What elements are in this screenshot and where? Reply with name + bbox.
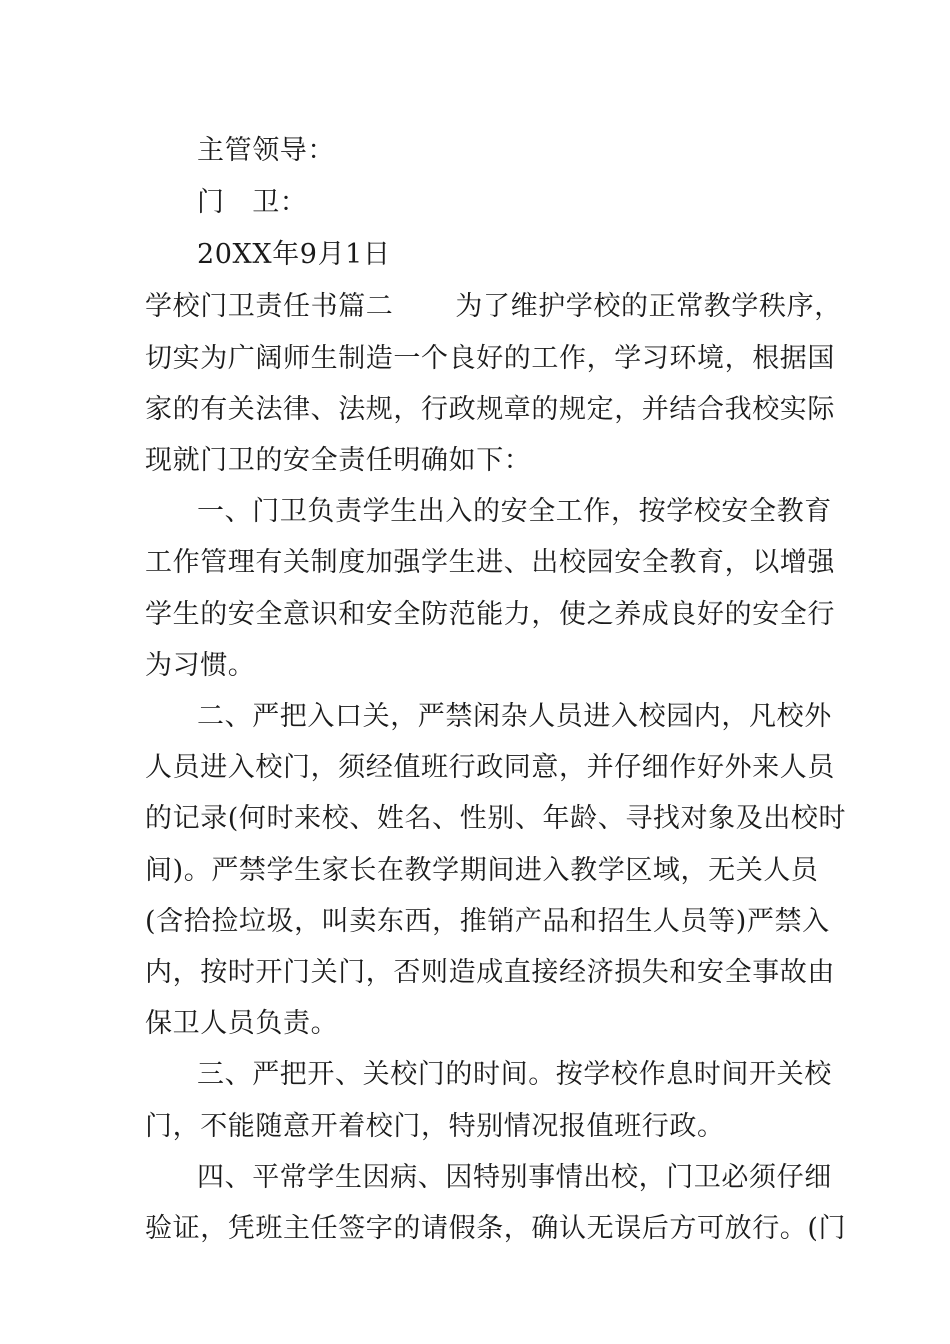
body-line: 家的有关法律、法规，行政规章的规定，并结合我校实际 bbox=[145, 394, 835, 425]
clause-2-line: 二、严把入口关，严禁闲杂人员进入校园内，凡校外 bbox=[197, 701, 832, 732]
body-line: 现就门卫的安全责任明确如下： bbox=[145, 445, 532, 476]
signature-date: 20XX年9月1日 bbox=[197, 239, 391, 270]
body-line: 验证，凭班主任签字的请假条，确认无误后方可放行。(门 bbox=[145, 1213, 847, 1244]
body-line: (含拾捡垃圾，叫卖东西，推销产品和招生人员等)严禁入 bbox=[145, 906, 830, 937]
intro-text: 为了维护学校的正常教学秩序， bbox=[455, 291, 842, 322]
body-line: 为习惯。 bbox=[145, 650, 256, 681]
body-line: 门，不能随意开着校门，特别情况报值班行政。 bbox=[145, 1111, 725, 1142]
supervisor-signature-line: 主管领导： bbox=[197, 135, 335, 166]
clause-1-line: 一、门卫负责学生出入的安全工作，按学校安全教育 bbox=[197, 496, 832, 527]
clause-3-line: 三、严把开、关校门的时间。按学校作息时间开关校 bbox=[197, 1059, 832, 1090]
body-line: 间)。严禁学生家长在教学期间进入教学区域，无关人员 bbox=[145, 855, 819, 886]
body-line: 人员进入校门，须经值班行政同意，并仔细作好外来人员 bbox=[145, 752, 835, 783]
body-line: 工作管理有关制度加强学生进、出校园安全教育，以增强 bbox=[145, 547, 835, 578]
body-line: 的记录(何时来校、姓名、性别、年龄、寻找对象及出校时 bbox=[145, 803, 847, 834]
body-line: 切实为广阔师生制造一个良好的工作，学习环境，根据国 bbox=[145, 343, 835, 374]
section-title: 学校门卫责任书篇二 bbox=[145, 291, 394, 322]
clause-4-line: 四、平常学生因病、因特别事情出校，门卫必须仔细 bbox=[197, 1162, 832, 1193]
guard-signature-line: 门 卫： bbox=[197, 187, 308, 218]
body-line: 学生的安全意识和安全防范能力，使之养成良好的安全行 bbox=[145, 599, 835, 630]
body-line: 内，按时开门关门，否则造成直接经济损失和安全事故由 bbox=[145, 957, 835, 988]
body-line: 保卫人员负责。 bbox=[145, 1008, 339, 1039]
section-heading-line bbox=[145, 289, 842, 325]
